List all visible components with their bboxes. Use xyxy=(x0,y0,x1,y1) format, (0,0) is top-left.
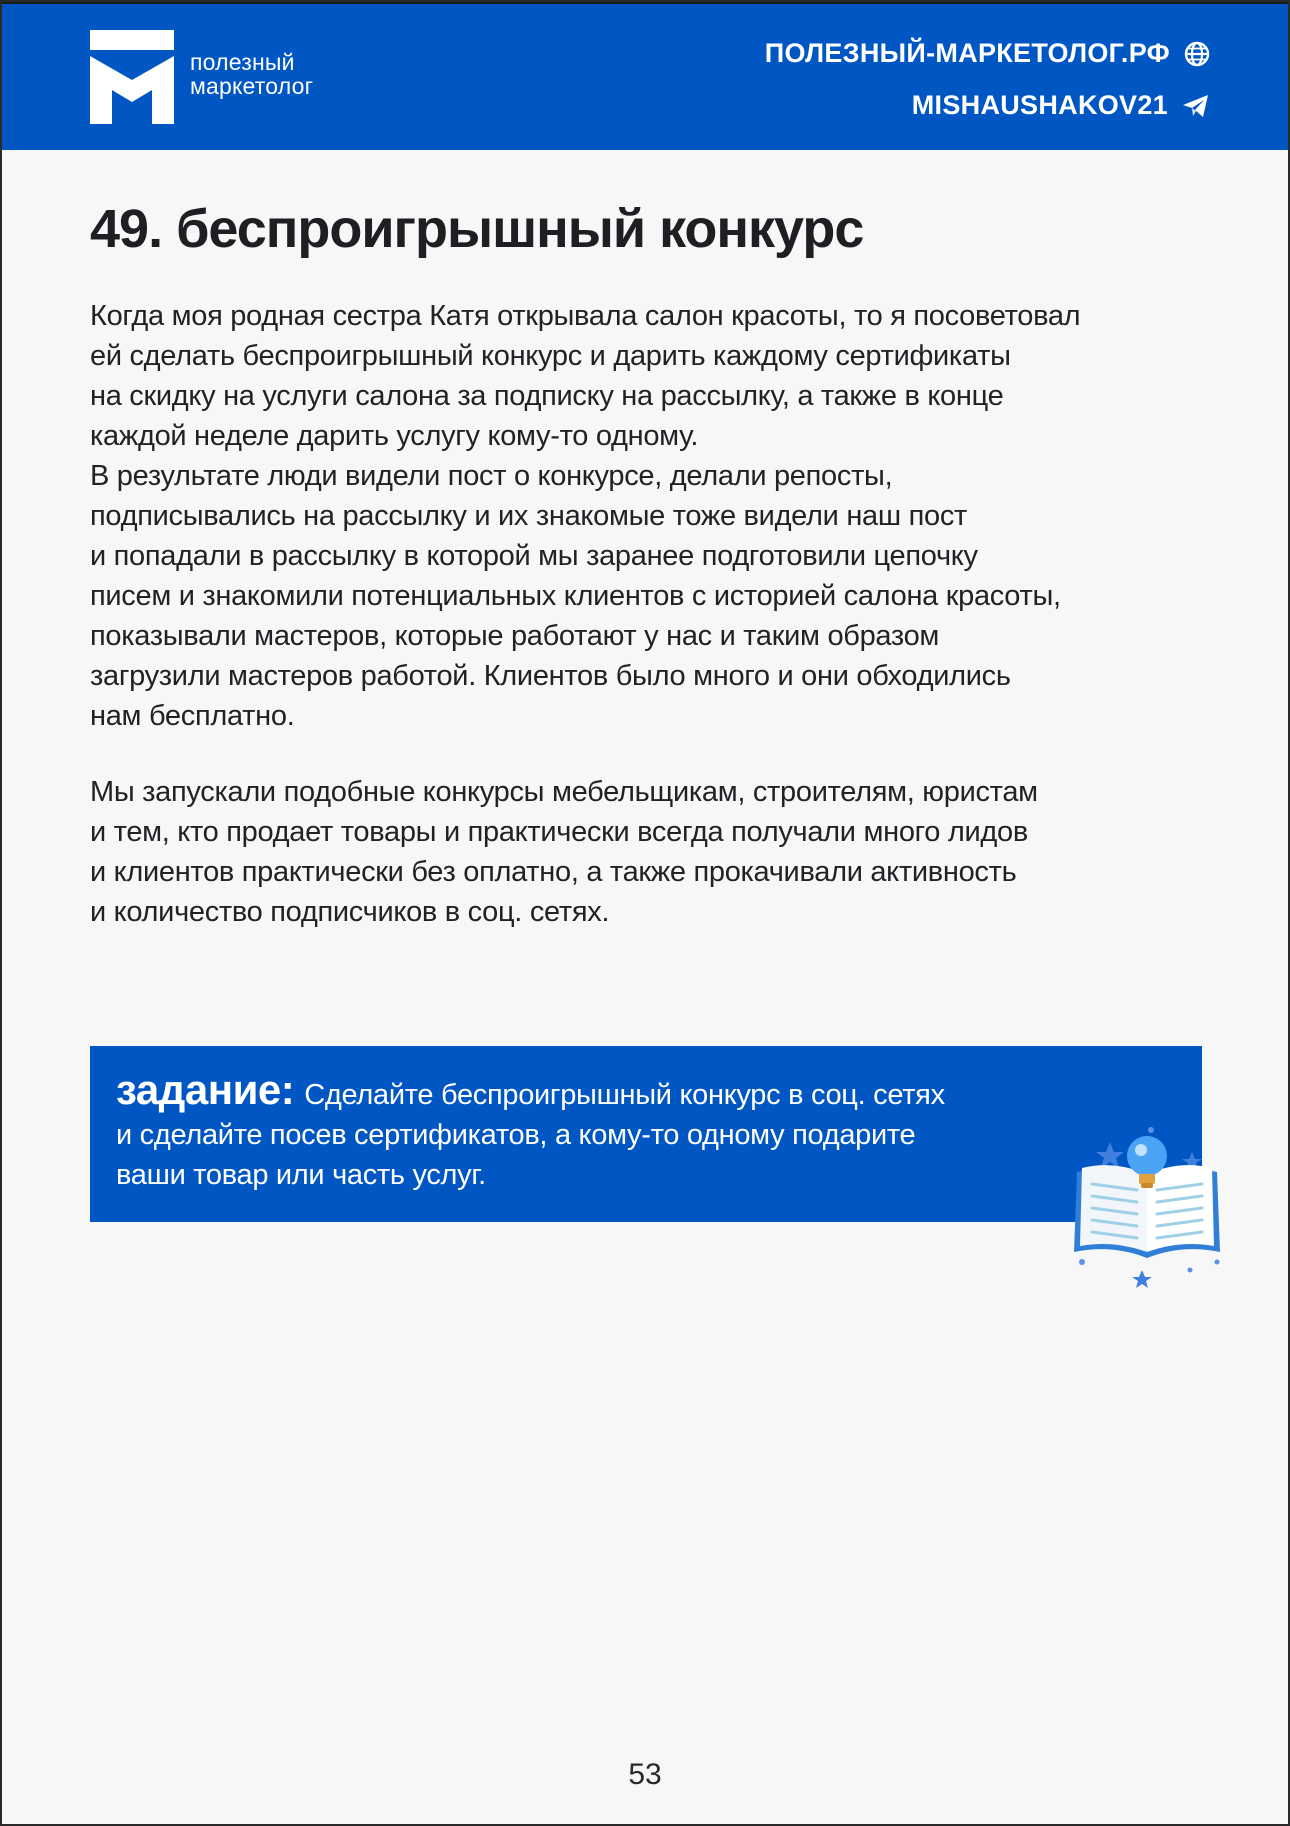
task-line-2: и сделайте посев сертификатов, а кому-то одному подарите xyxy=(116,1119,916,1151)
text-line: и тем, кто продает товары и практически всегда получали много лидов xyxy=(90,816,1028,848)
task-label: задание: xyxy=(116,1066,295,1113)
text-line: писем и знакомили потенциальных клиентов с историей салона красоты, xyxy=(90,580,1061,612)
text-line: каждой неделе дарить услугу кому-то одному. xyxy=(90,420,699,452)
text-line: и клиентов практически без оплатно, а также прокачивали активность xyxy=(90,856,1017,888)
text-line: подписывались на рассылку и их знакомые тоже видели наш пост xyxy=(90,500,968,532)
task-text xyxy=(116,1066,945,1195)
text-line: нам бесплатно. xyxy=(90,700,295,732)
logo-line-2: маркетолог xyxy=(190,73,314,99)
text-line: Когда моя родная сестра Катя открывала салон красоты, то я посоветовал xyxy=(90,300,1081,332)
open-book-lightbulb-icon xyxy=(1062,1112,1232,1292)
text-line: Мы запускали подобные конкурсы мебельщикам, строителям, юристам xyxy=(90,776,1038,808)
text-line: на скидку на услуги салона за подписку на рассылку, а также в конце xyxy=(90,380,1004,412)
logo-text xyxy=(190,50,313,98)
paragraph-1 xyxy=(90,296,1210,736)
site-link-label: ПОЛЕЗНЫЙ-МАРКЕТОЛОГ.РФ xyxy=(764,38,1170,68)
article-body xyxy=(90,296,1210,932)
text-line: ей сделать беспроигрышный конкурс и дарить каждому сертификаты xyxy=(90,340,1011,372)
text-line: показывали мастеров, которые работают у нас и таким образом xyxy=(90,620,940,652)
globe-icon xyxy=(1184,41,1210,67)
task-line-1 xyxy=(116,1066,945,1115)
logo-line-1: полезный xyxy=(190,49,295,75)
page-title: 49. беспроигрышный конкурс xyxy=(90,199,864,259)
logo-icon xyxy=(90,30,174,124)
text-line: загрузили мастеров работой. Клиентов было много и они обходились xyxy=(90,660,1011,692)
task-line-3: ваши товар или часть услуг. xyxy=(116,1159,486,1191)
task-line-1-text: Сделайте беспроигрышный конкурс в соц. сетях xyxy=(304,1079,945,1111)
telegram-link-label: MISHAUSHAKOV21 xyxy=(911,90,1168,120)
site-link[interactable] xyxy=(765,38,1210,69)
page-number: 53 xyxy=(628,1758,662,1791)
text-line: В результате люди видели пост о конкурсе, делали репосты, xyxy=(90,460,893,492)
telegram-link[interactable] xyxy=(912,90,1210,121)
paragraph-2 xyxy=(90,772,1210,932)
telegram-icon xyxy=(1182,94,1210,118)
task-box xyxy=(90,1046,1202,1222)
text-line: и попадали в рассылку в которой мы заранее подготовили цепочку xyxy=(90,540,978,572)
text-line: и количество подписчиков в соц. сетях. xyxy=(90,896,610,928)
header-bar xyxy=(2,2,1288,150)
